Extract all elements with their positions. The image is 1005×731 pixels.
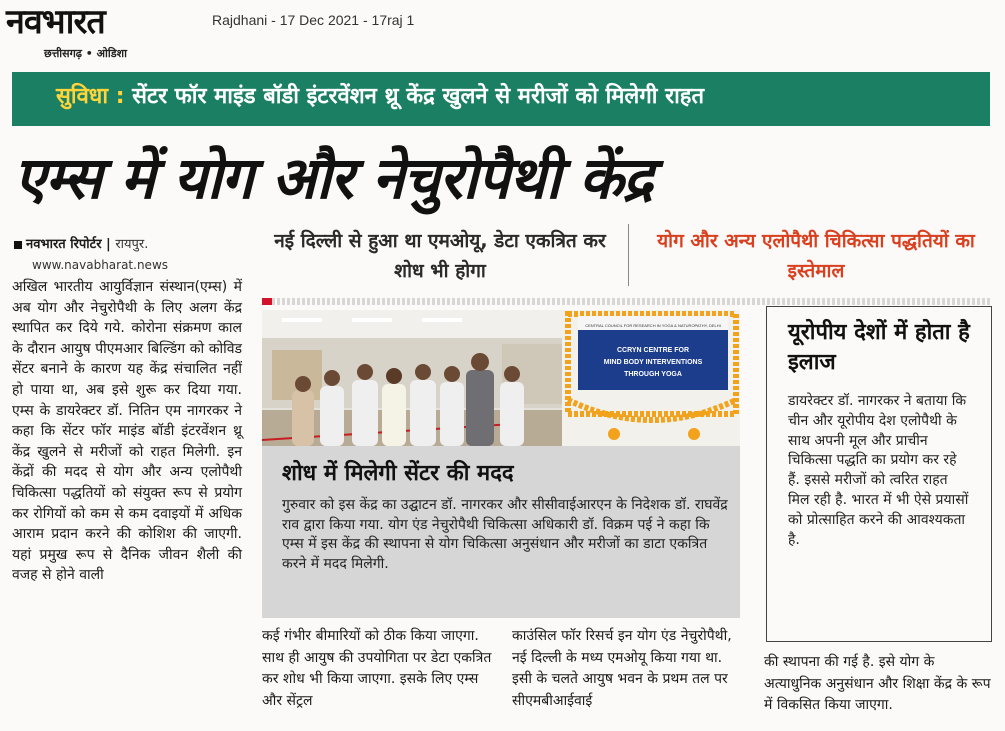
section-rule-marker [262,298,272,305]
article-photo [262,310,740,446]
article-column-2: कई गंभीर बीमारियों को ठीक किया जाएगा. साथ ही आयुष की उपयोगिता पर डेटा एकत्रित कर शोध भी किया जाएगा. इसके लिए एम्स और सेंट्रल [262,628,492,709]
caption-title: शोध में मिलेगी सेंटर की मदद [282,461,514,486]
newspaper-logo: नवभारत [6,2,105,42]
sidebar-body: डायरेक्टर डॉ. नागरकर ने बताया कि चीन और यूरोपीय देश एलोपैथी के साथ अपनी मूल और प्राचीन चिकित्सा पद्धति का प्रयोग कर रहे हैं. इससे मरीजों को त्वरित राहत मिल रही है. भारत में भी ऐसे प्रयासों को प्रोत्साहित करने की आवश्यकता है. [788,393,969,548]
website-link[interactable]: www.navabharat.news [32,258,169,272]
byline-reporter: नवभारत रिपोर्टर [26,237,102,252]
sidebar-title: यूरोपीय देशों में होता है इलाज [788,320,970,375]
photo-banner-line-2: MIND BODY INTERVENTIONS [603,359,703,366]
article-column-3: काउंसिल फॉर रिसर्च इन योग एंड नेचुरोपैथी, नई दिल्ली के मध्य एमओयू किया गया था. इसी के चलते आयुष भवन के प्रथम तल पर सीएमबीआईवाई [512,628,732,709]
photo-banner-line-1: CCRYN CENTRE FOR [616,347,690,354]
section-rule [262,298,992,305]
byline-separator: | [101,237,116,252]
edition-line: Rajdhani - 17 Dec 2021 - 17raj 1 [212,12,415,28]
caption-body: गुरुवार को इस केंद्र का उद्घाटन डॉ. नागरकर और सीसीवाईआरएन के निदेशक डॉ. राघवेंद्र राव द्वारा किया गया. योग एंड नेचुरोपैथी चिकित्सा अधिकारी डॉ. विक्रम पई ने कहा कि एम्स में इस केंद्र की स्थापना से योग चिकित्सा अनुसंधान और मरीजों का डाटा एकत्रित करने में मदद मिलेगी. [282,497,728,572]
article-column-4: की स्थापना की गई है. इसे योग के अत्याधुनिक अनुसंधान और शिक्षा केंद्र के रूप में विकसित किया जाएगा. [764,654,991,714]
kicker-label: सुविधा : [56,84,125,109]
article-left-column: अखिल भारतीय आयुर्विज्ञान संस्थान(एम्स) में अब योग और नेचुरोपैथी के लिए अलग केंद्र स्थापित कर दिये गये. कोरोना संक्रमण काल के दौरान आयुष पीएमआर बिल्डिंग को कोविड सेंटर बनाने के कारण यह केंद्र संचालित नहीं हो पाया था, अब इसे शुरू कर दिया गया. एम्स के डायरेक्टर डॉ. नितिन एम नागरकर ने कहा कि सेंटर फॉर माइंड बॉडी इंटरवेंशन थ्रू केंद्र खुलने से मरीजों को राहत मिलेगी. इन केंद्रों की मदद से योग और अन्य एलोपैथी चिकित्सा पद्धतियों को संयुक्त रूप से प्रयोग कर रोगियों को कम से कम दवाइयों में अधिक आराम प्रदान करने की कोशिश की जाएगी. यहां प्रमुख रूप से दैनिक जीवन शैली की वजह से होने वाली [12,279,242,584]
byline-city: रायपुर. [115,237,149,252]
kicker-text: सेंटर फॉर माइंड बॉडी इंटरवेंशन थ्रू केंद्र खुलने से मरीजों को मिलेगी राहत [132,84,705,109]
byline-bullet-icon [14,241,22,249]
deck-divider [628,224,629,286]
deck-secondary: योग और अन्य एलोपैथी चिकित्सा पद्धतियों का इस्तेमाल [657,230,975,282]
photo-illustration [262,310,740,446]
masthead-region: छत्तीसगढ़ • ओडिशा [44,47,127,60]
photo-banner-line-3: THROUGH YOGA [624,371,682,378]
byline [14,234,148,252]
deck-primary: नई दिल्ली से हुआ था एमओयू, डेटा एकत्रित कर शोध भी होगा [274,230,606,282]
headline: एम्स में योग और नेचुरोपैथी केंद्र [14,144,653,212]
photo-plaque-en: CENTRAL COUNCIL FOR RESEARCH IN YOGA & NATUROPATHY, DELHI [585,323,721,328]
kicker [56,80,704,110]
